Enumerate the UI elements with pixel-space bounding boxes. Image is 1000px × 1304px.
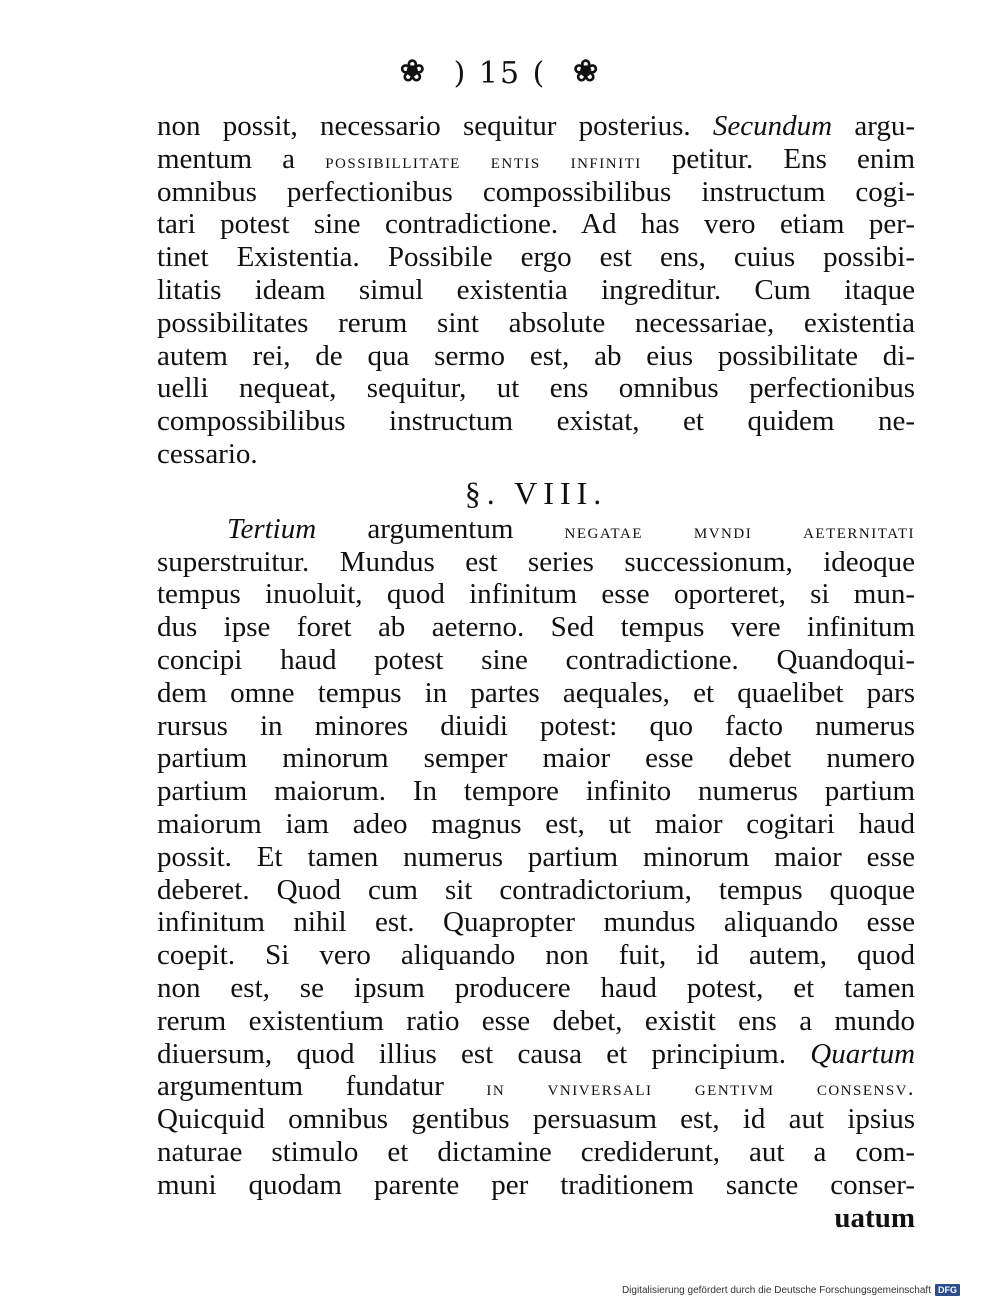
text-line: uelli nequeat, sequitur, ut ens omnibus perfectionibus xyxy=(157,372,915,405)
text-line xyxy=(157,513,915,546)
page-header xyxy=(0,52,1000,94)
text-line: muni quodam parente per traditionem sancte conser- xyxy=(157,1168,915,1201)
text-line: naturae stimulo et dictamine crediderunt, aut a com- xyxy=(157,1135,915,1168)
text-line: concipi haud potest sine contradictione. Quandoqui- xyxy=(157,643,915,676)
text-span: non possit, necessario sequitur posterius. xyxy=(157,110,691,142)
text-span: argu- xyxy=(854,110,915,142)
text-line: coepit. Si vero aliquando non fuit, id autem, quod xyxy=(157,939,915,972)
text-span: argumentum fundatur xyxy=(157,1070,444,1103)
small-caps-phrase: possibillitate entis infiniti xyxy=(325,147,642,173)
text-line: compossibilibus instructum existat, et quidem ne- xyxy=(157,405,915,438)
text-line: possit. Et tamen numerus partium minorum maior esse xyxy=(157,840,915,873)
text-line: possibilitates rerum sint absolute necessariae, existentia xyxy=(157,306,915,339)
text-line: superstruitur. Mundus est series successionum, ideoque xyxy=(157,545,915,578)
text-line: rursus in minores diuidi potest: quo facto numerus xyxy=(157,709,915,742)
text-line: omnibus perfectionibus compossibilibus instructum cogi- xyxy=(157,175,915,208)
digitization-note xyxy=(622,1284,960,1296)
text-line: cessario. xyxy=(157,437,258,470)
section-heading: §. VIII. xyxy=(464,474,608,511)
text-line: non est, se ipsum producere haud potest, et tamen xyxy=(157,971,915,1004)
page-number: ) 15 ( xyxy=(453,56,547,91)
left-ornament-icon: ❀ xyxy=(399,54,427,89)
text-line: dus ipse foret ab aeterno. Sed tempus vere infinitum xyxy=(157,611,915,644)
text-line: deberet. Quod cum sit contradictorium, tempus quoque xyxy=(157,873,915,906)
text-line: autem rei, de qua sermo est, ab eius possibilitate di- xyxy=(157,339,915,372)
text-line: partium maiorum. In tempore infinito numerus partium xyxy=(157,775,915,808)
text-line xyxy=(157,1038,915,1071)
text-line xyxy=(157,1070,915,1103)
digitization-note-text: Digitalisierung gefördert durch die Deutsche Forschungsgemeinschaft xyxy=(621,1284,931,1296)
text-line: maiorum iam adeo magnus est, ut maior cogitari haud xyxy=(157,807,915,840)
italic-word: Quartum xyxy=(810,1037,915,1070)
text-line: tari potest sine contradictione. Ad has vero etiam per- xyxy=(157,208,915,241)
italic-word: Secundum xyxy=(712,110,833,142)
text-line: tinet Existentia. Possibile ergo est ens, cuius possibi- xyxy=(157,241,915,274)
text-span: petitur. Ens enim xyxy=(671,142,915,175)
text-line: Quicquid omnibus gentibus persuasum est, id aut ipsius xyxy=(157,1103,915,1136)
text-line: rerum existentium ratio esse debet, existit ens a mundo xyxy=(157,1004,915,1037)
small-caps-phrase: in vniversali gentivm consensv. xyxy=(486,1075,915,1101)
dfg-logo-icon: DFG xyxy=(935,1284,960,1296)
text-line xyxy=(157,110,915,143)
text-line: partium minorum semper maior esse debet numero xyxy=(157,742,915,775)
text-line: tempus inuoluit, quod infinitum esse oporteret, si mun- xyxy=(157,578,915,611)
text-line: litatis ideam simul existentia ingreditur. Cum itaque xyxy=(157,273,915,306)
text-line xyxy=(157,143,915,176)
text-span: argumentum xyxy=(367,512,514,545)
italic-word: Tertium xyxy=(227,512,317,545)
text-line: infinitum nihil est. Quapropter mundus aliquando esse xyxy=(157,906,915,939)
small-caps-phrase: negatae mvndi aeternitati xyxy=(564,517,915,543)
text-span: diuersum, quod illius est causa et principium. xyxy=(157,1037,786,1070)
text-line: dem omne tempus in partes aequales, et quaelibet pars xyxy=(157,676,915,709)
right-ornament-icon: ❀ xyxy=(573,54,601,89)
text-span: mentum a xyxy=(157,142,296,175)
catchword: uatum xyxy=(834,1201,915,1234)
body-text xyxy=(157,110,915,1234)
